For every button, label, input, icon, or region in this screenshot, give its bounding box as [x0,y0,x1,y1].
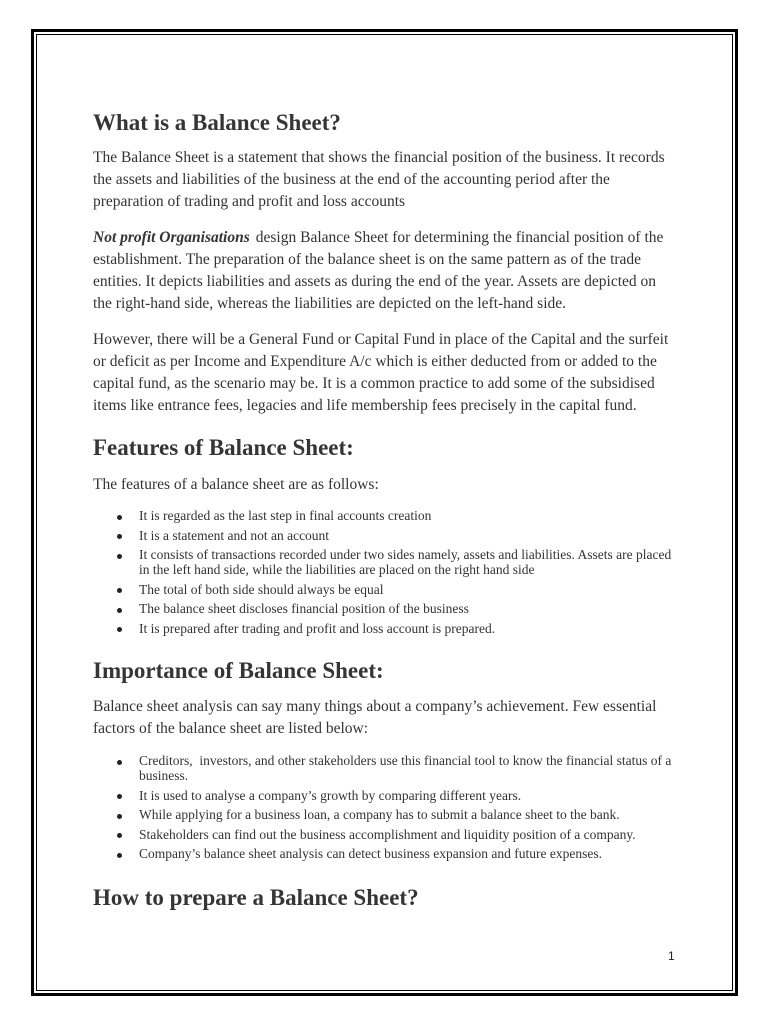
paragraph-line: or deficit as per Income and Expenditure A/c which is either deducted from or added to the [93,353,657,370]
paragraph-line [93,227,663,249]
paragraph-line: preparation of trading and profit and loss accounts [93,193,406,210]
paragraph-line: Balance sheet analysis can say many things about a company’s achievement. Few essential [93,698,657,715]
paragraph-not-profit-organisations [93,227,663,315]
bullet-icon [117,627,122,632]
page-number: 1 [668,949,675,963]
list-item-text: business. [139,768,189,783]
list-item [139,788,671,803]
paragraph-line: capital fund, as the scenario may be. It is a common practice to add some of the subsidised [93,375,655,392]
list-item-text: Stakeholders can find out the business accomplishment and liquidity position of a company. [139,826,636,842]
list-item-text: The total of both side should always be equal [139,581,384,597]
list-item [139,528,671,543]
emphasis-term: Not profit Organisations [93,229,250,246]
heading-importance: Importance of Balance Sheet: [93,658,384,683]
paragraph-line: However, there will be a General Fund or Capital Fund in place of the Capital and the surfeit [93,331,669,348]
bullet-icon [117,534,122,539]
list-item-text: It is a statement and not an account [139,527,330,543]
list-item-text: Company’s balance sheet analysis can detect business expansion and future expenses. [139,846,602,861]
bullet-icon [117,833,122,838]
bullet-icon [117,814,122,819]
paragraph-line-text: design Balance Sheet for determining the financial position of the [255,229,664,246]
list-item [139,582,671,597]
bullet-icon [117,760,122,765]
bullet-icon [117,608,122,613]
bullet-icon [117,515,122,520]
importance-list [139,753,671,866]
bullet-icon [117,554,122,559]
paragraph-line: the right-hand side, whereas the liabilities are depicted on the left-hand side. [93,295,567,312]
list-item-text: It is prepared after trading and profit and loss account is prepared. [139,620,496,636]
list-item-text: The balance sheet discloses financial position of the business [139,601,469,616]
list-item-text: It consists of transactions recorded under two sides namely, assets and liabilities. Assets are placed [139,547,672,562]
list-item-text: in the left hand side, while the liabilities are placed on the right hand side [139,562,535,577]
list-item [139,601,671,616]
paragraph-line: items like entrance fees, legacies and life membership fees precisely in the capital fund. [93,397,637,414]
list-item [139,827,671,842]
list-item [139,753,671,783]
heading-features: Features of Balance Sheet: [93,435,354,460]
bullet-icon [117,588,122,593]
list-item [139,547,671,577]
bullet-icon [117,853,122,858]
paragraph-line: entities. It depicts liabilities and assets as during the end of the year. Assets are depicted on [93,273,657,290]
paragraph-line: factors of the balance sheet are listed below: [93,720,369,737]
paragraph-line: establishment. The preparation of the balance sheet is on the same pattern as of the trade [93,251,642,268]
list-item [139,508,671,523]
paragraph-line: The features of a balance sheet are as follows: [93,476,379,493]
heading-how-to-prepare: How to prepare a Balance Sheet? [93,885,419,910]
paragraph-definition [93,147,665,213]
list-item [139,807,671,822]
features-list [139,508,671,640]
list-item-text: It is used to analyse a company’s growth by comparing different years. [139,787,522,803]
paragraph-line: The Balance Sheet is a statement that shows the financial position of the business. It records [93,149,665,166]
importance-intro [93,696,656,740]
list-item [139,846,671,861]
paragraph-line: the assets and liabilities of the business at the end of the accounting period after the [93,171,610,188]
bullet-icon [117,794,122,799]
features-intro [93,474,379,496]
list-item-text: Creditors, investors, and other stakeholders use this financial tool to know the financial status of a [139,753,672,768]
heading-what-is-a-balance-sheet: What is a Balance Sheet? [93,110,341,135]
list-item-text: While applying for a business loan, a company has to submit a balance sheet to the bank. [139,807,620,822]
list-item [139,621,671,636]
list-item-text: It is regarded as the last step in final accounts creation [139,508,432,523]
paragraph-general-fund [93,329,668,417]
